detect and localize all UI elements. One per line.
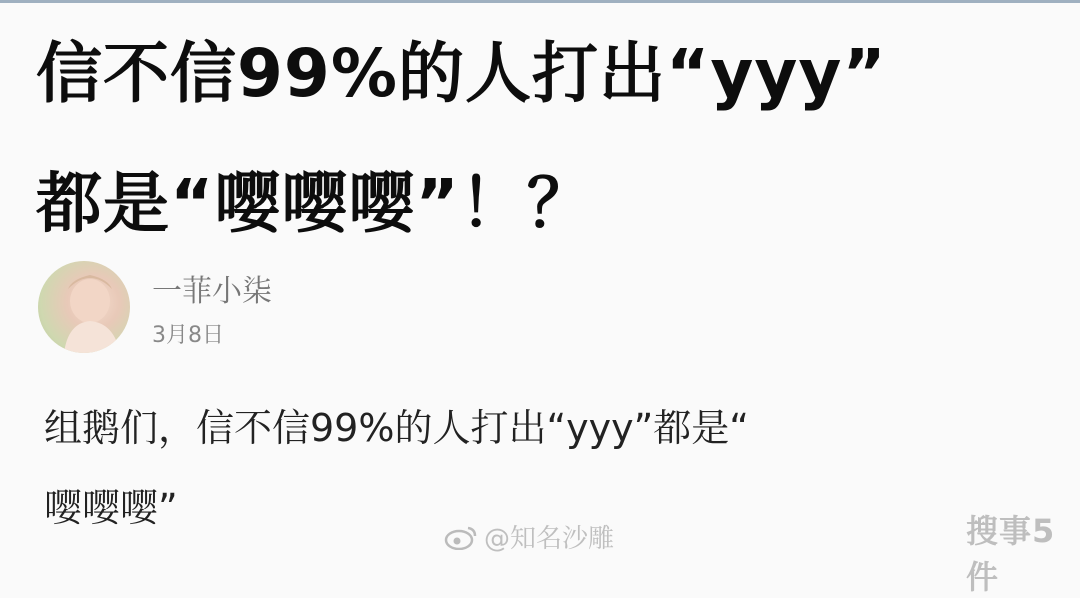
weibo-watermark — [444, 518, 614, 555]
avatar[interactable] — [38, 261, 130, 353]
watermark-handle: @知名沙雕 — [484, 524, 615, 554]
author-name[interactable]: 一菲小柒 — [152, 274, 272, 309]
post-date: 3月8日 — [152, 323, 224, 348]
post-body-line-2: 嘤嘤嘤” — [44, 486, 178, 530]
top-border — [0, 0, 1080, 3]
post-title-line-1: 信不信99%的人打出“yyy” — [36, 35, 887, 112]
corner-watermark: 搜事5件 — [966, 512, 1056, 596]
post-title-line-2: 都是“嘤嘤嘤”！？ — [36, 165, 594, 242]
avatar-image — [38, 261, 130, 353]
post-body-line-1: 组鹅们，信不信99%的人打出“yyy”都是“ — [44, 406, 749, 450]
weibo-icon — [444, 524, 478, 550]
